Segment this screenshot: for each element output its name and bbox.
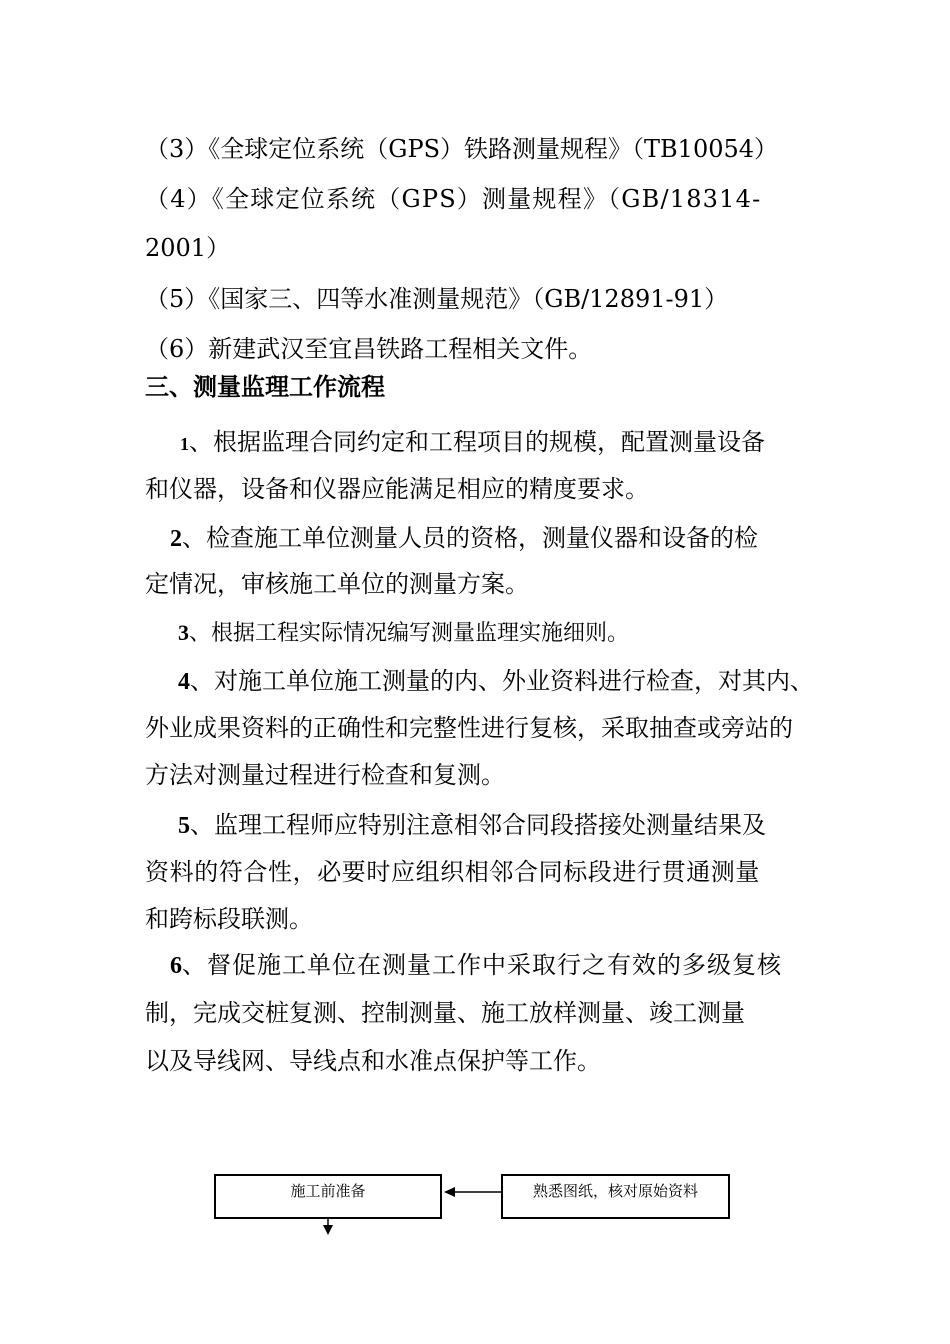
item-1-line-1 — [180, 427, 765, 459]
reference-4-cont: 2001） — [145, 234, 231, 262]
arrow-left — [444, 1187, 501, 1197]
item-4-line-1 — [178, 666, 814, 697]
flow-box-preparation: 施工前准备 — [214, 1174, 442, 1219]
item-1-text-1: 、根据监理合同约定和工程项目的规模，配置测量设备 — [189, 428, 765, 456]
item-2-number: 2 — [170, 526, 182, 552]
item-4-line-3: 方法对测量过程进行检查和复测。 — [145, 761, 505, 789]
item-1-line-2: 和仪器，设备和仪器应能满足相应的精度要求。 — [145, 475, 649, 503]
reference-5: （5）《国家三、四等水准测量规范》（GB/12891-91） — [145, 285, 729, 313]
item-2-line-1 — [170, 523, 758, 554]
item-4-line-2: 外业成果资料的正确性和完整性进行复核，采取抽查或旁站的 — [145, 714, 793, 742]
item-2-text-1: 、检查施工单位测量人员的资格，测量仪器和设备的检 — [182, 524, 758, 552]
item-6-line-2: 制，完成交桩复测、控制测量、施工放样测量、竣工测量 — [145, 999, 745, 1027]
item-3-line-1 — [178, 618, 629, 649]
item-6-text-1: 、督促施工单位在测量工作中采取行之有效的多级复核 — [182, 951, 782, 979]
item-5-text-1: 、监理工程师应特别注意相邻合同段搭接处测量结果及 — [190, 811, 766, 839]
item-4-number: 4 — [178, 669, 190, 695]
item-6-line-3: 以及导线网、导线点和水准点保护等工作。 — [145, 1047, 601, 1075]
section-title: 三、测量监理工作流程 — [145, 373, 385, 401]
flow-box-review-drawings: 熟悉图纸，核对原始资料 — [501, 1174, 730, 1219]
arrow-down — [323, 1219, 333, 1235]
item-3-text-1: 、根据工程实际情况编写测量监理实施细则。 — [189, 621, 630, 646]
reference-4: （4）《全球定位系统（GPS）测量规程》（GB/18314- — [145, 185, 762, 213]
item-6-line-1 — [170, 950, 782, 981]
reference-6: （6）新建武汉至宜昌铁路工程相关文件。 — [145, 335, 593, 363]
reference-3: （3）《全球定位系统（GPS）铁路测量规程》（TB10054） — [145, 135, 779, 163]
item-1-number: 1 — [180, 434, 189, 454]
item-5-line-3: 和跨标段联测。 — [145, 905, 313, 933]
item-5-line-2: 资料的符合性，必要时应组织相邻合同标段进行贯通测量 — [145, 858, 760, 886]
item-5-line-1 — [178, 810, 766, 841]
item-6-number: 6 — [170, 953, 182, 979]
item-2-line-2: 定情况，审核施工单位的测量方案。 — [145, 570, 529, 598]
item-3-number: 3 — [178, 620, 189, 645]
item-4-text-1: 、对施工单位施工测量的内、外业资料进行检查，对其内、 — [190, 667, 814, 695]
item-5-number: 5 — [178, 813, 190, 839]
